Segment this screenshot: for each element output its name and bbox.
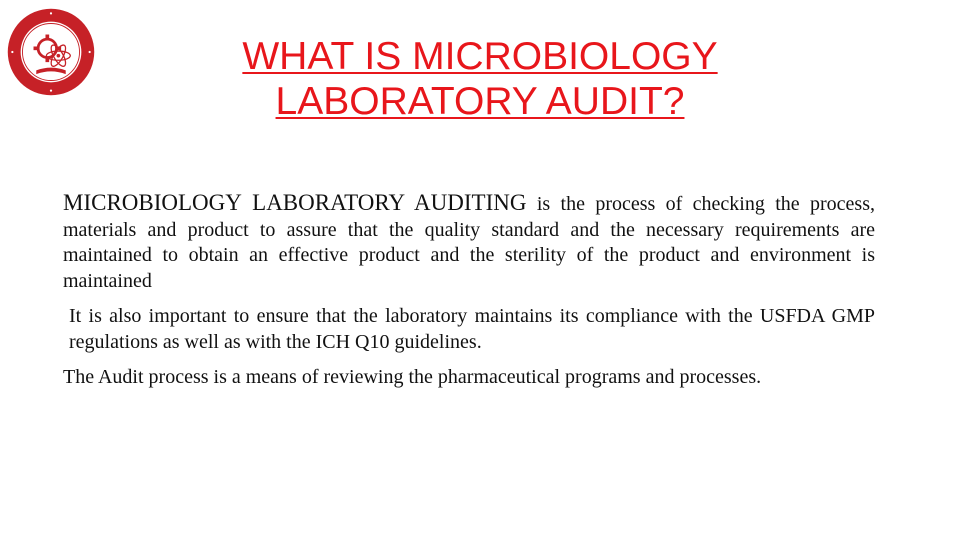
paragraph-text: is the process of checking the process, materials and product to assure that the quality standard and the necessary requirements are maintained to obtain an effective product and the sterility of the product and environment is maintained: [63, 193, 875, 292]
title-line-1: WHAT IS MICROBIOLOGY: [242, 35, 718, 78]
university-seal-icon: [5, 6, 97, 98]
paragraph-audit-process: The Audit process is a means of reviewing the pharmaceutical programs and processes.: [63, 366, 762, 388]
paragraph-compliance: It is also important to ensure that the laboratory maintains its compliance with the USFDA GMP regulations as well as with the ICH Q10 guidelines.: [69, 305, 875, 353]
slide-body: [63, 190, 875, 391]
page-title: [180, 34, 780, 124]
paragraph-definition: [63, 190, 875, 294]
paragraph-lead: MICROBIOLOGY LABORATORY AUDITING: [63, 190, 527, 215]
title-line-2: LABORATORY AUDIT?: [275, 80, 685, 123]
